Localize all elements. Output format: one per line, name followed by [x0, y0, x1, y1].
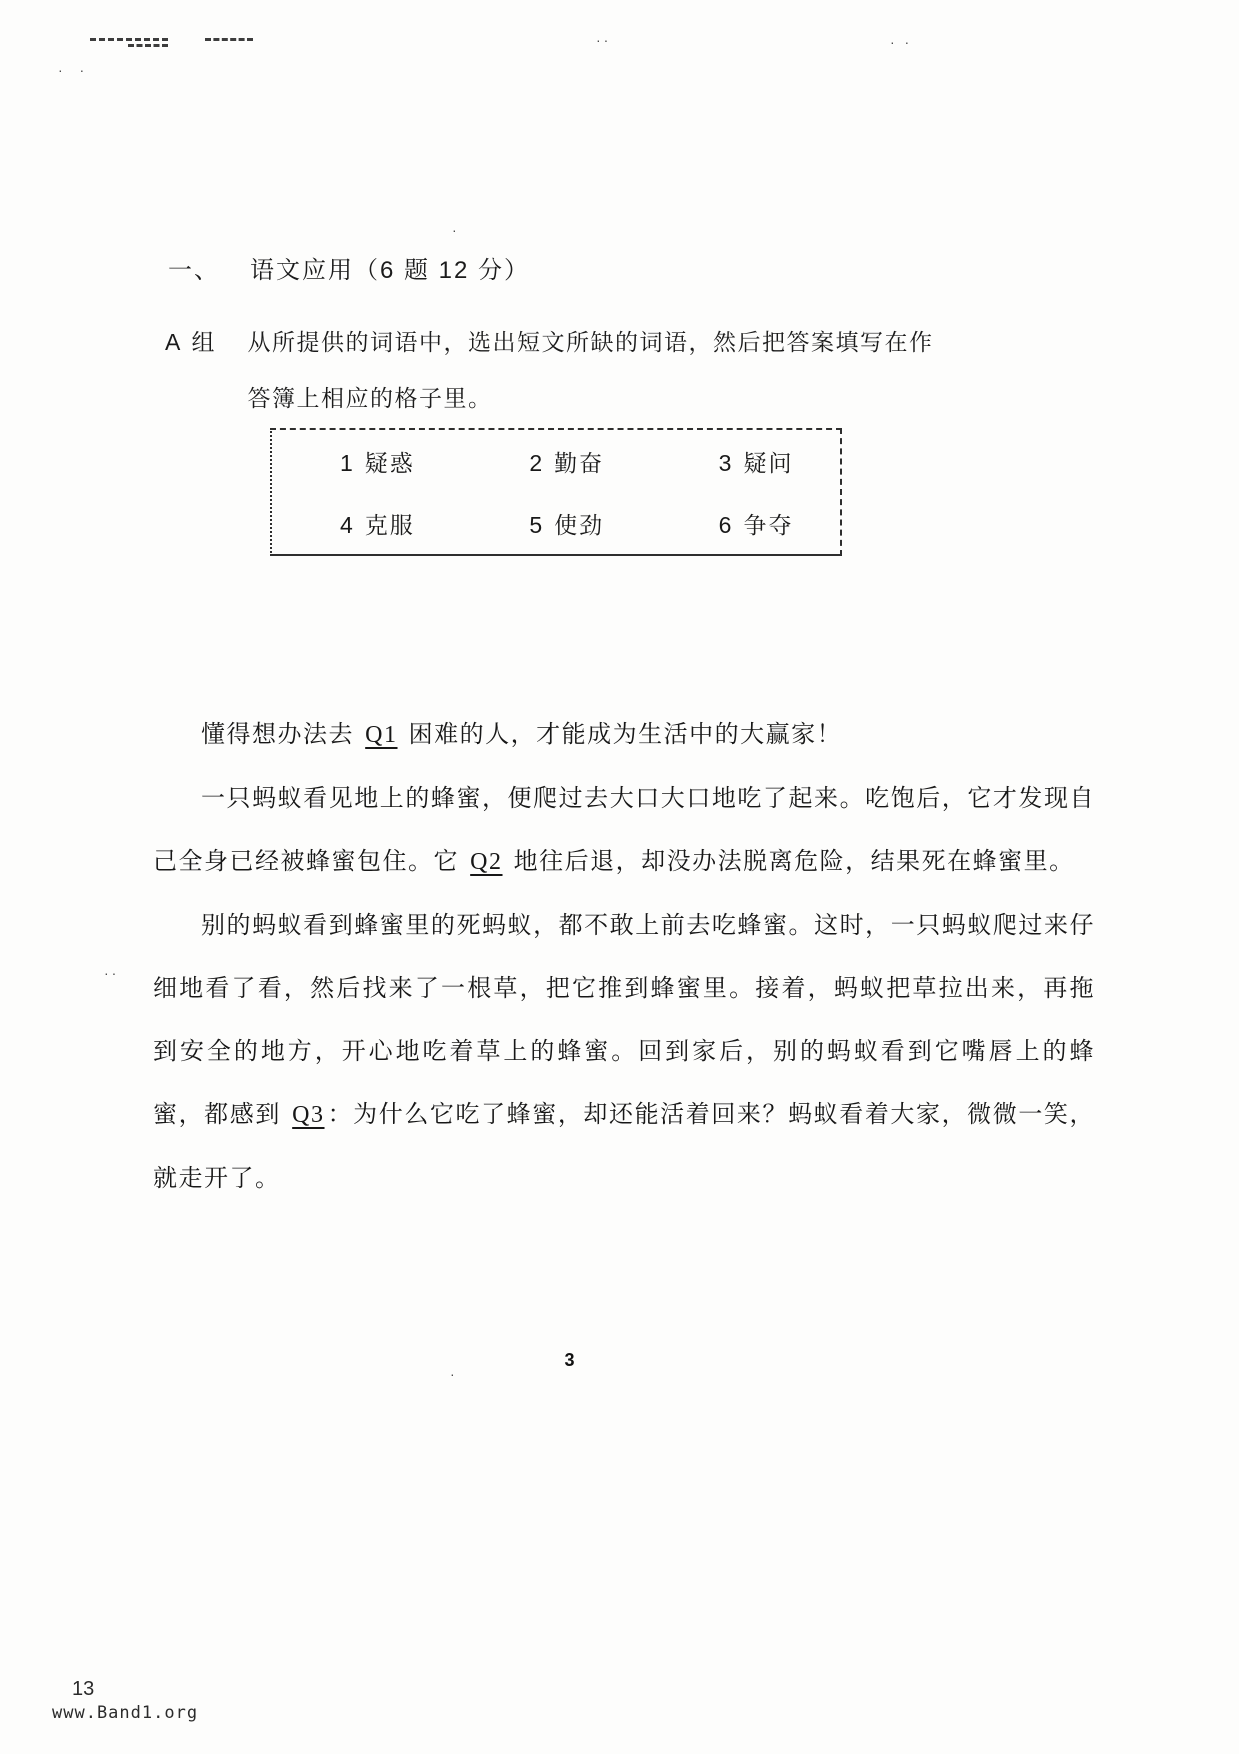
- word-option-4: [272, 507, 461, 540]
- page-number: 3: [564, 1350, 575, 1370]
- instruction-line-1: 从所提供的词语中，选出短文所缺的词语，然后把答案填写在作: [247, 329, 934, 355]
- group-a-instruction: [165, 314, 933, 426]
- word-option-1: [272, 445, 461, 478]
- passage-text: 一只蚂蚁看见地上的蜂蜜，便爬过去大口大口地吃了起来。吃饱后，它才发现自己全身已经被蜂蜜包住。它: [153, 785, 1095, 875]
- word-option-2: [461, 445, 650, 478]
- word-bank-box: [270, 428, 842, 556]
- word-option-text: 疑惑: [364, 449, 415, 476]
- scan-artifact: ·: [450, 1366, 458, 1382]
- word-option-number: 2: [529, 449, 545, 476]
- passage-paragraph: [153, 894, 1095, 1210]
- word-option-number: 3: [718, 449, 734, 476]
- word-option-number: 5: [529, 511, 545, 538]
- passage-text: 地往后退，却没办法脱离危险，结果死在蜂蜜里。: [505, 848, 1075, 875]
- word-option-text: 使劲: [554, 511, 605, 538]
- blank-label: Q1: [365, 722, 398, 748]
- passage-text: 别的蚂蚁看到蜂蜜里的死蚂蚁，都不敢上前去吃蜂蜜。这时，一只蚂蚁爬过来仔细地看了看，然后找来了一根草，把它推到蜂蜜里。接着，蚂蚁把草拉出来，再拖到安全的地方，开心地吃着草上的蜂蜜。回到家后，别的蚂蚁看到它嘴唇上的蜂蜜，都感到: [153, 912, 1095, 1128]
- group-a-label: A 组: [165, 329, 218, 355]
- word-option-number: 6: [718, 511, 734, 538]
- passage-text: 困难的人，才能成为生活中的大赢家！: [400, 721, 843, 748]
- footer-website: www.Band1.org: [52, 1703, 199, 1723]
- section-number: 一、: [168, 257, 220, 284]
- word-option-text: 争夺: [743, 511, 794, 538]
- reading-passage: [153, 703, 1095, 1210]
- group-a-text: [247, 314, 933, 426]
- scan-artifact: · ·: [890, 34, 913, 50]
- word-option-5: [461, 507, 650, 540]
- word-option-number: 4: [340, 511, 355, 538]
- word-option-text: 疑问: [743, 449, 794, 476]
- scan-artifact: ·: [452, 222, 460, 238]
- word-option-text: 克服: [364, 511, 415, 538]
- scan-artifact: [128, 44, 168, 47]
- section-title: 语文应用（6 题 12 分）: [250, 257, 531, 284]
- word-option-text: 勤奋: [554, 449, 605, 476]
- instruction-line-2: 答簿上相应的格子里。: [247, 385, 493, 411]
- passage-paragraph: [153, 767, 1095, 894]
- scan-artifact: [205, 38, 253, 41]
- scan-artifact: ··: [596, 32, 612, 48]
- scan-artifact: ··: [104, 965, 120, 981]
- scan-artifact: [90, 38, 168, 41]
- passage-paragraph: [153, 703, 1095, 767]
- blank-label: Q3: [292, 1102, 325, 1128]
- passage-text: 懂得想办法去: [201, 721, 363, 748]
- word-option-6: [651, 507, 840, 540]
- scan-artifact: · ·: [58, 62, 88, 78]
- footer-index-number: 13: [72, 1678, 95, 1700]
- section-heading: [168, 250, 530, 285]
- blank-label: Q2: [470, 849, 503, 875]
- word-option-3: [651, 445, 840, 478]
- passage-text: ：为什么它吃了蜂蜜，却还能活着回来？蚂蚁看着大家，微微一笑，就走开了。: [153, 1101, 1096, 1192]
- word-option-number: 1: [340, 449, 355, 476]
